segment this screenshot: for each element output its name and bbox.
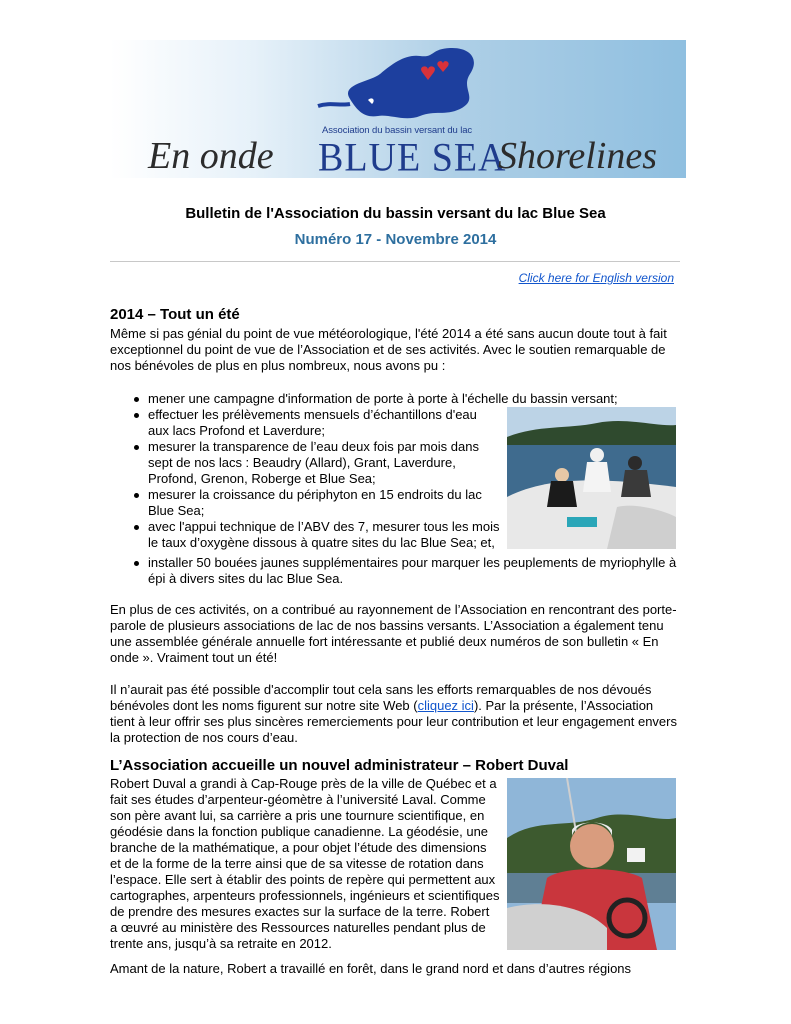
para3-text-after: ). Par la présente, l’Association tient à leur offrir ses plus sincères remerciements pour leur contribution et leur engagement envers la protection de nos cours d’eau. — [110, 698, 677, 745]
para3-text-before: Il n’aurait pas été possible d'accomplir tout cela sans les efforts remarquables de nos dévoués bénévoles dont les noms figurent sur notre site Web ( — [110, 682, 652, 713]
banner-title-blue-sea: BLUE SEA — [318, 135, 507, 178]
newsletter-banner — [110, 40, 686, 178]
list-item: mener une campagne d'information de porte à porte à l'échelle du bassin versant; — [110, 391, 680, 407]
robert-duval-photo — [507, 778, 676, 950]
banner-association-label: Association du bassin versant du lac — [322, 125, 473, 136]
bulletin-title: Bulletin de l'Association du bassin versant du lac Blue Sea — [185, 205, 606, 222]
list-item: mesurer la croissance du périphyton en 15 endroits du lac Blue Sea; — [110, 487, 500, 519]
section2-paragraph-1: Robert Duval a grandi à Cap-Rouge près de la ville de Québec et a fait ses études d’arpenteur-géomètre à l’université Laval. Comme son père avant lui, sa carrière a pris une tournure scientifique, en géodésie dans la fonction publique canadienne. La géodésie, une branche de la mathématique, a pour objet l’étude des dimensions et de la forme de la terre ainsi que de sa vitesse de rotation dans l’espace. Elle sert à établir des points de repère qui permettent aux cartographes, arpenteurs professionnels, ingénieurs et scientifiques de prendre des mesures exactes sur la surface de la terre. Robert a œuvré au ministère des Ressources naturelles pendant plus de trente ans, jusqu’à sa retraite en 2012. — [110, 776, 500, 951]
activities-list — [110, 391, 680, 407]
section-title-tout-un-ete: 2014 – Tout un été — [110, 306, 240, 323]
volunteers-link[interactable]: cliquez ici — [417, 698, 474, 713]
activities-list-wrap — [110, 407, 500, 551]
activities-list-end — [110, 555, 680, 587]
english-version-link[interactable]: Click here for English version — [518, 271, 674, 285]
section1-intro: Même si pas génial du point de vue météorologique, l'été 2014 a été sans aucun doute tout à fait exceptionnel du point de vue de l’Association et de ses activités. Avec le soutien remarquable de nos bénévoles de plus en plus nombreux, nous avons pu : — [110, 326, 667, 373]
list-item: installer 50 bouées jaunes supplémentaires pour marquer les peuplements de myriophylle à épi à divers sites du lac Blue Sea. — [110, 555, 680, 587]
header-divider — [110, 261, 680, 262]
list-item: mesurer la transparence de l’eau deux fois par mois dans sept de nos lacs : Beaudry (Allard), Grant, Laverdure, Profond, Grenon, Roberge et Blue Sea; — [110, 439, 500, 487]
list-item: avec l'appui technique de l’ABV des 7, mesurer tous les mois le taux d’oxygène dissous à quatre sites du lac Blue Sea; et, — [110, 519, 500, 551]
section-title-new-administrator: L’Association accueille un nouvel administrateur – Robert Duval — [110, 757, 569, 774]
banner-title-shorelines: Shorelines — [498, 135, 658, 177]
volunteers-boat-photo — [507, 407, 676, 549]
issue-title: Numéro 17 - Novembre 2014 — [294, 231, 497, 248]
section2-paragraph-2: Amant de la nature, Robert a travaillé en forêt, dans le grand nord et dans d’autres régions — [110, 961, 632, 976]
section1-paragraph-2: En plus de ces activités, on a contribué au rayonnement de l’Association en rencontrant des porte-parole de plusieurs associations de lac de nos bassins versants. L’Association a également tenu une assemblée générale annuelle fort intéressante et publié deux numéros de son bulletin « En onde ». Vraiment tout un été! — [110, 602, 677, 665]
banner-title-en-onde: En onde — [148, 135, 274, 177]
list-item: effectuer les prélèvements mensuels d’échantillons d'eau aux lacs Profond et Laverdure; — [110, 407, 500, 439]
section1-paragraph-3 — [110, 682, 680, 746]
lake-logo — [310, 44, 500, 134]
